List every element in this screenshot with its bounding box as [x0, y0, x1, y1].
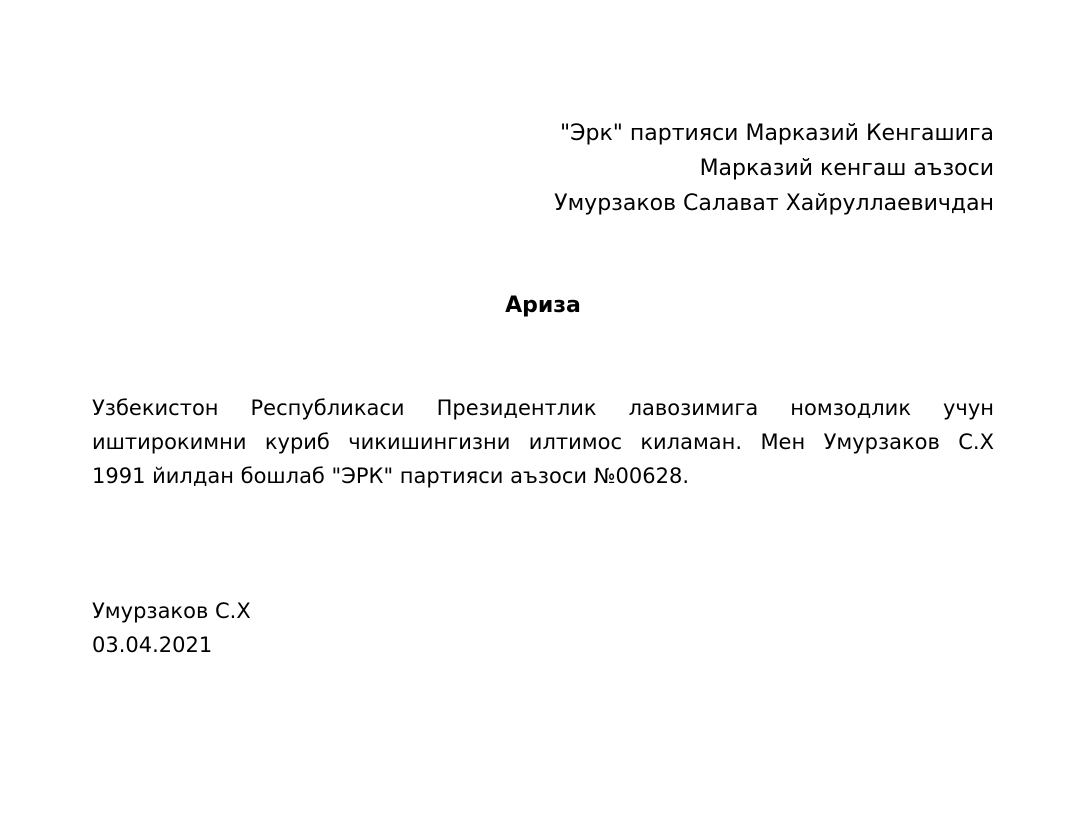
- signature-date: 03.04.2021: [92, 633, 213, 657]
- addressee-line-2: Марказий кенгаш аъзоси: [699, 156, 994, 181]
- addressee-block: [434, 116, 994, 221]
- signature-name: Умурзаков С.Х: [92, 599, 251, 623]
- body-line-1: Узбекистон Республикаси Президентлик лавозимига номзодлик учун: [92, 396, 994, 420]
- addressee-line-3: Умурзаков Салават Хайруллаевичдан: [554, 191, 994, 216]
- addressee-line-1: "Эрк" партияси Марказий Кенгашига: [560, 121, 994, 146]
- body-line-3: 1991 йилдан бошлаб "ЭРК" партияси аъзоси №00628.: [92, 464, 690, 488]
- body-paragraph: [92, 391, 994, 493]
- body-line-2: иштирокимни куриб чикишингизни илтимос киламан. Мен Умурзаков С.Х: [92, 430, 994, 454]
- document-title: Ариза: [505, 293, 581, 318]
- signature-block: [92, 594, 251, 662]
